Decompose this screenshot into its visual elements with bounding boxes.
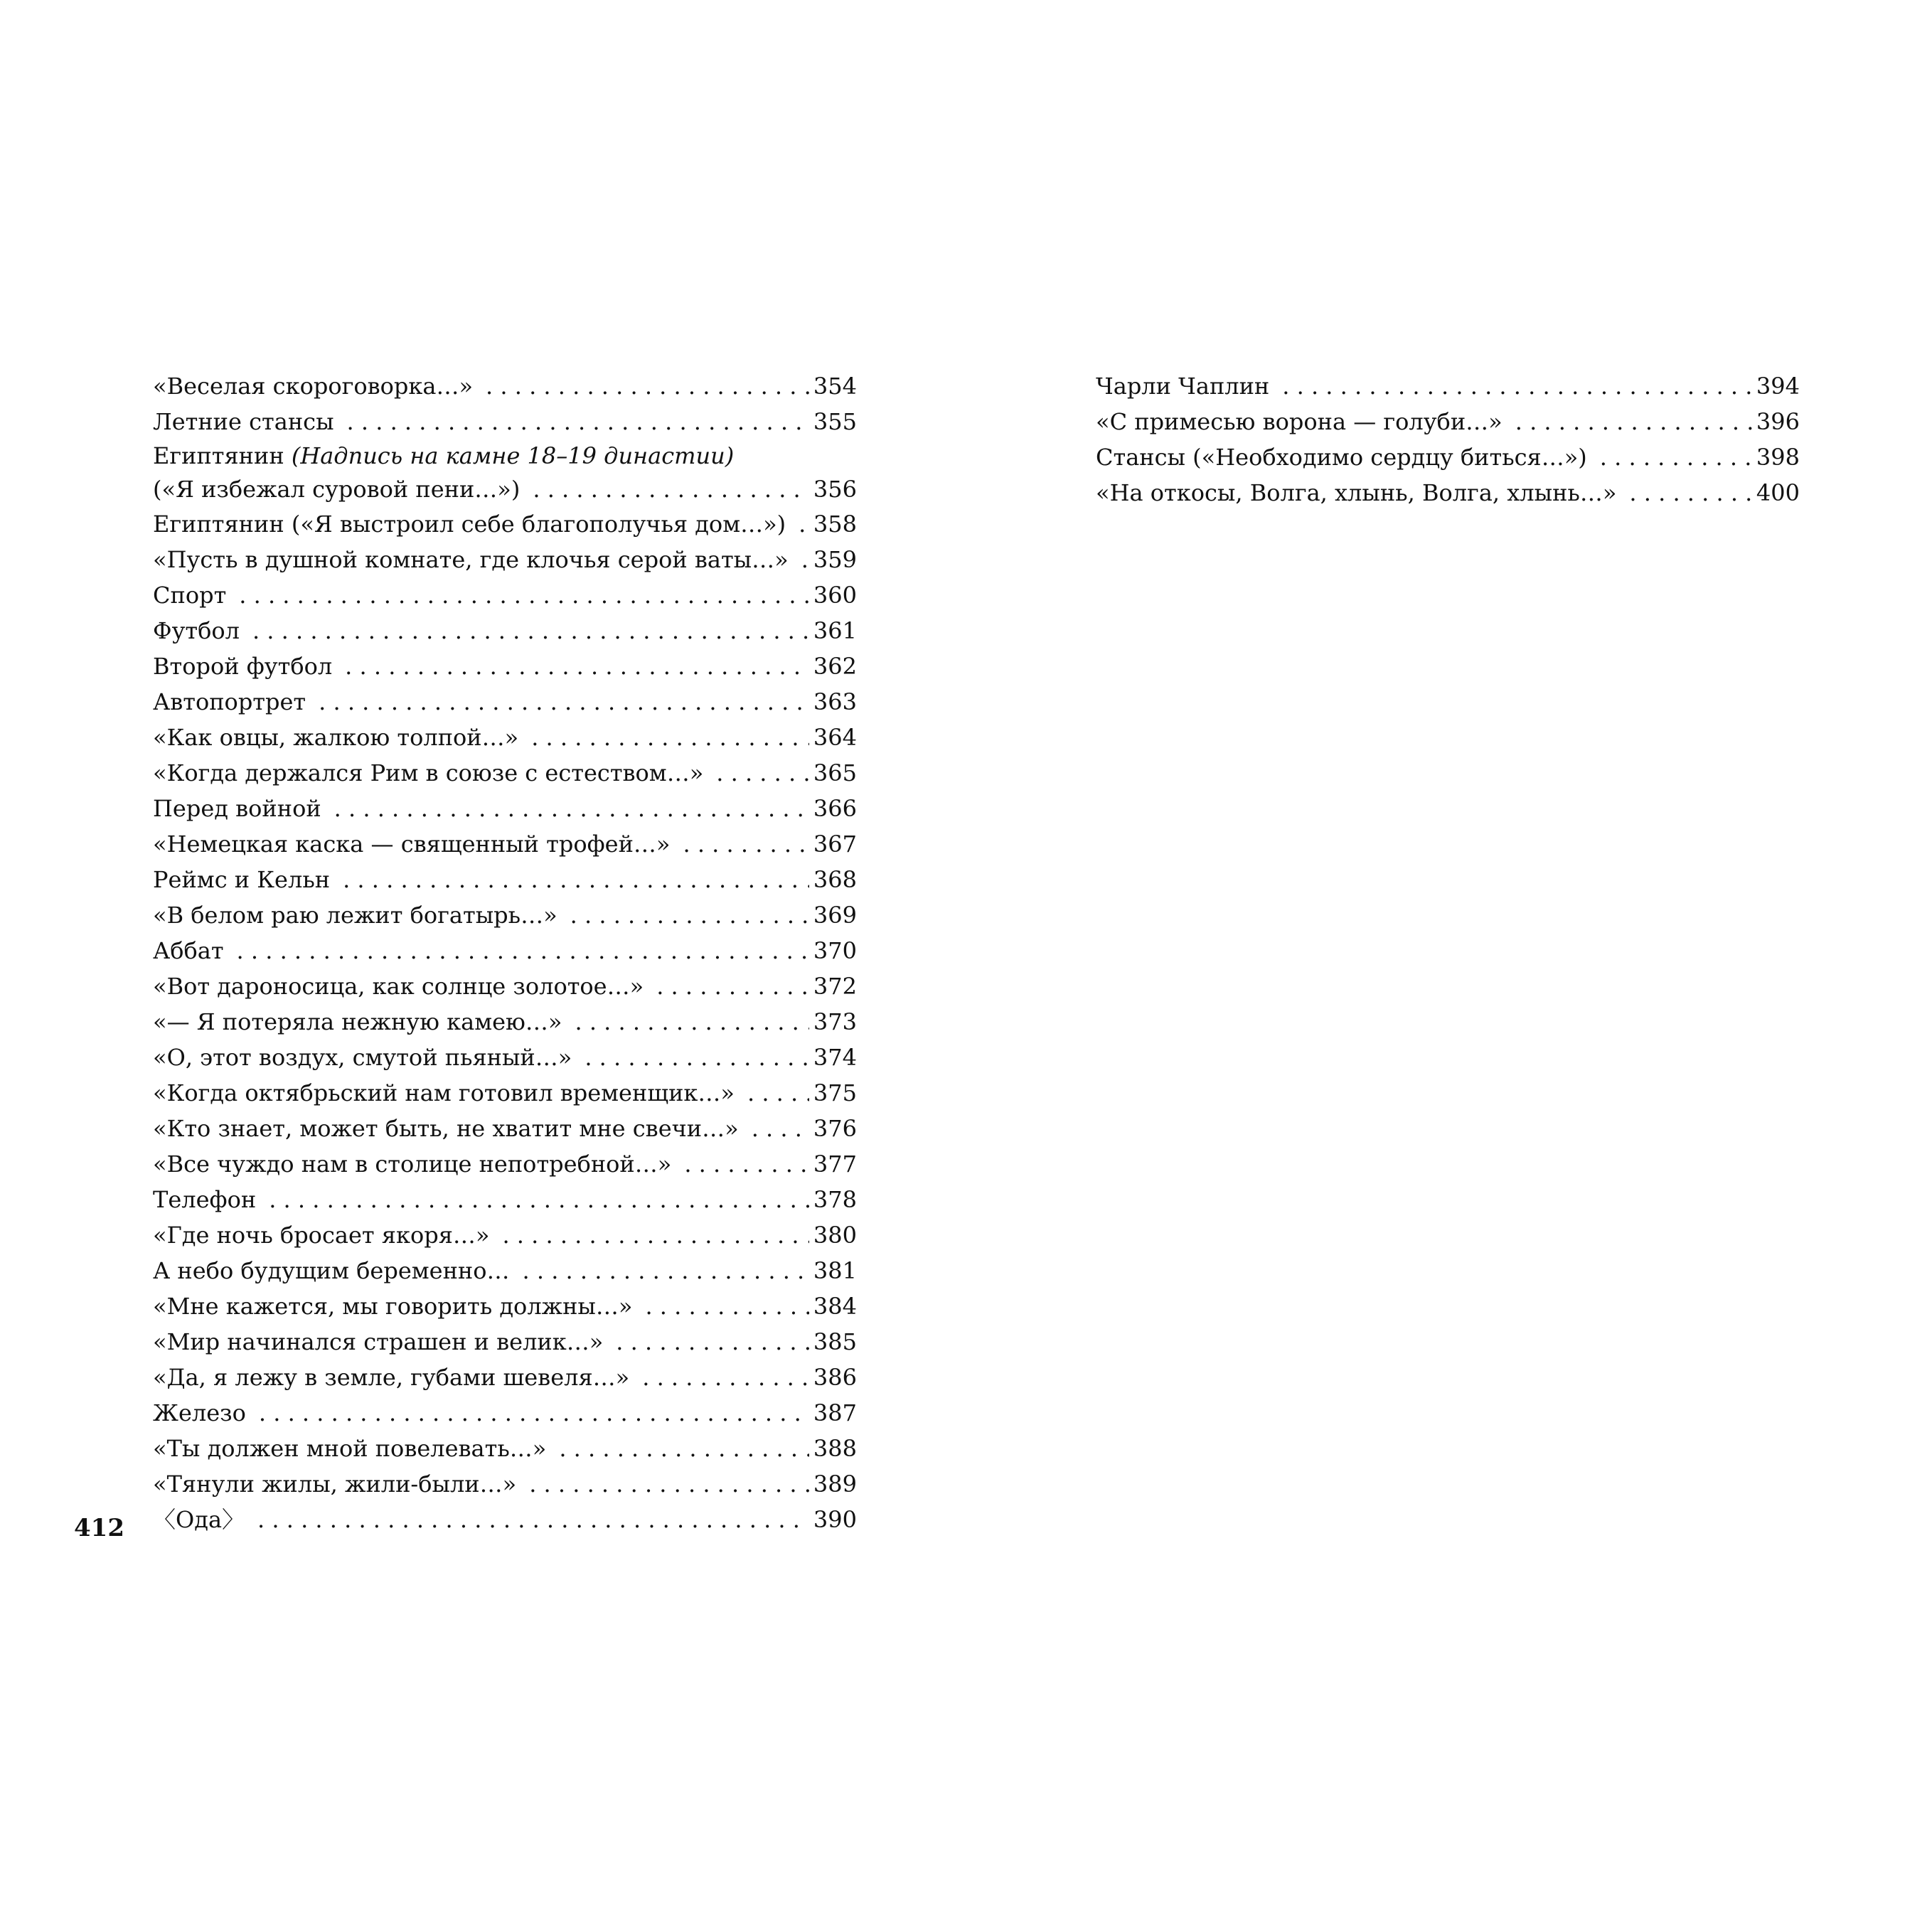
toc-entry <box>153 506 857 542</box>
toc-entry-page: 359 <box>813 546 857 573</box>
toc-entry-page: 365 <box>813 759 857 786</box>
toc-entry-first-line <box>153 439 857 473</box>
toc-entry <box>153 1431 857 1466</box>
toc-entry-title: «Пусть в душной комнате, где клочья серой ваты…» <box>153 546 789 573</box>
dot-leader <box>486 368 809 404</box>
toc-entry-page: 361 <box>813 617 857 644</box>
toc-entry-page: 385 <box>813 1328 857 1355</box>
toc-entry-page: 389 <box>813 1471 857 1498</box>
toc-entry-title: 〈Ода〉 <box>153 1506 245 1533</box>
dot-leader <box>559 1431 809 1466</box>
toc-right-column <box>1096 368 1800 511</box>
toc-entry <box>153 404 857 439</box>
toc-entry-page: 376 <box>813 1115 857 1142</box>
toc-entry <box>153 1466 857 1502</box>
dot-leader <box>752 1111 809 1146</box>
toc-entry-page: 386 <box>813 1364 857 1391</box>
toc-entry-page: 375 <box>813 1079 857 1106</box>
dot-leader <box>801 542 809 577</box>
toc-entry-title: Реймс и Кельн <box>153 866 331 893</box>
dot-leader <box>529 1466 809 1502</box>
toc-entry <box>1096 475 1800 511</box>
toc-entry-title: Чарли Чаплин <box>1096 373 1270 400</box>
toc-entry-title: «— Я потеряла нежную камею…» <box>153 1008 562 1035</box>
toc-entry-page: 356 <box>813 476 857 503</box>
toc-entry-page: 372 <box>813 973 857 1000</box>
toc-entry <box>153 1217 857 1253</box>
toc-entry-title: «Когда держался Рим в союзе с естеством…» <box>153 759 704 786</box>
toc-entry-title: Египтянин («Я выстроил себе благополучья дом…») <box>153 511 786 538</box>
toc-entry-page: 396 <box>1756 408 1800 435</box>
dot-leader <box>575 1004 808 1040</box>
toc-entry-page: 378 <box>813 1186 857 1213</box>
toc-entry-title: Перед войной <box>153 795 321 822</box>
toc-entry-title: «Веселая скороговорка…» <box>153 373 474 400</box>
toc-entry-title: «Тянули жилы, жили-были…» <box>153 1471 517 1498</box>
toc-entry <box>153 968 857 1004</box>
toc-entry-page: 358 <box>813 511 857 538</box>
toc-entry <box>153 1146 857 1182</box>
toc-entry-title: «Когда октябрьский нам готовил временщик…» <box>153 1079 735 1106</box>
toc-entry <box>153 897 857 933</box>
toc-entry-title: А небо будущим беременно… <box>153 1257 510 1284</box>
dot-leader <box>237 933 809 968</box>
toc-entry-page: 387 <box>813 1399 857 1426</box>
toc-entry <box>1096 368 1800 404</box>
toc-entry-page: 367 <box>813 831 857 858</box>
toc-entry-title: «Где ночь бросает якоря…» <box>153 1222 490 1249</box>
toc-entry-page: 373 <box>813 1008 857 1035</box>
toc-entry <box>153 1253 857 1288</box>
dot-leader <box>1515 404 1752 439</box>
toc-entry <box>153 542 857 577</box>
toc-entry-title: «С примесью ворона — голуби…» <box>1096 408 1503 435</box>
toc-entry-subtitle-italic: (Надпись на камне 18–19 династии) <box>291 442 735 469</box>
toc-entry-title: Футбол <box>153 617 240 644</box>
dot-leader <box>645 1288 808 1324</box>
toc-entry <box>153 1395 857 1431</box>
dot-leader <box>683 826 808 862</box>
toc-entry-title: «Как овцы, жалкою толпой…» <box>153 724 519 751</box>
toc-entry-page: 381 <box>813 1257 857 1284</box>
toc-entry <box>153 720 857 755</box>
toc-entry <box>153 755 857 791</box>
toc-entry <box>153 1288 857 1324</box>
toc-entry <box>1096 439 1800 475</box>
toc-entry-page: 388 <box>813 1435 857 1462</box>
dot-leader <box>343 862 809 897</box>
dot-leader <box>1282 368 1752 404</box>
toc-entry <box>153 684 857 720</box>
toc-entry-page: 394 <box>1756 373 1800 400</box>
toc-entry-page: 377 <box>813 1151 857 1178</box>
toc-entry-page: 355 <box>813 408 857 435</box>
page-number: 412 <box>74 1514 124 1542</box>
toc-entry <box>153 933 857 968</box>
toc-entry-page: 370 <box>813 937 857 964</box>
toc-entry-page: 368 <box>813 866 857 893</box>
toc-entry-title: «О, этот воздух, смутой пьяный…» <box>153 1044 572 1071</box>
toc-entry-title: Аббат <box>153 937 224 964</box>
toc-entry-title: «Да, я лежу в земле, губами шевеля…» <box>153 1364 630 1391</box>
toc-entry-page: 362 <box>813 653 857 680</box>
toc-entry-title: Второй футбол <box>153 653 333 680</box>
dot-leader <box>502 1217 808 1253</box>
toc-entry-page: 369 <box>813 902 857 929</box>
toc-entry-title: «Немецкая каска — священный трофей…» <box>153 831 671 858</box>
toc-entry-title: «Мир начинался страшен и велик…» <box>153 1328 604 1355</box>
toc-entry-title: Железо <box>153 1399 246 1426</box>
toc-entry-title: Стансы («Необходимо сердцу биться…») <box>1096 444 1587 471</box>
dot-leader <box>533 473 809 506</box>
dot-leader <box>656 968 809 1004</box>
dot-leader <box>334 791 809 826</box>
toc-entry <box>153 649 857 684</box>
toc-entry-second-line <box>153 473 857 506</box>
toc-entry-page: 354 <box>813 373 857 400</box>
toc-entry-page: 374 <box>813 1044 857 1071</box>
toc-entry-multiline <box>153 439 857 506</box>
dot-leader <box>799 506 809 542</box>
toc-entry-title: Автопортрет <box>153 688 306 715</box>
toc-entry <box>153 613 857 649</box>
dot-leader <box>716 755 809 791</box>
toc-entry-title: «Мне кажется, мы говорить должны…» <box>153 1293 633 1320</box>
toc-entry-title: Египтянин <box>153 442 292 469</box>
toc-entry-page: 360 <box>813 582 857 609</box>
toc-entry-page: 398 <box>1756 444 1800 471</box>
toc-entry-title-continuation: («Я избежал суровой пени…») <box>153 476 521 503</box>
dot-leader <box>523 1253 809 1288</box>
toc-entry <box>153 1324 857 1360</box>
dot-leader <box>347 404 809 439</box>
toc-entry-title: «Все чуждо нам в столице непотребной…» <box>153 1151 672 1178</box>
toc-entry-title: «Вот дароносица, как солнце золотое…» <box>153 973 644 1000</box>
toc-entry <box>153 1004 857 1040</box>
toc-entry-page: 384 <box>813 1293 857 1320</box>
toc-entry-title: «На откосы, Волга, хлынь, Волга, хлынь…» <box>1096 479 1617 506</box>
toc-entry <box>153 1182 857 1217</box>
dot-leader <box>257 1502 809 1537</box>
toc-entry-title: «Ты должен мной повелевать…» <box>153 1435 547 1462</box>
toc-entry-page: 363 <box>813 688 857 715</box>
toc-entry-page: 400 <box>1756 479 1800 506</box>
toc-entry-title: Летние стансы <box>153 408 334 435</box>
dot-leader <box>642 1360 809 1395</box>
dot-leader <box>570 897 809 933</box>
toc-entry <box>153 1360 857 1395</box>
toc-entry <box>153 791 857 826</box>
toc-entry <box>153 1075 857 1111</box>
toc-entry-page: 380 <box>813 1222 857 1249</box>
toc-entry-page: 366 <box>813 795 857 822</box>
dot-leader <box>747 1075 809 1111</box>
dot-leader <box>269 1182 809 1217</box>
dot-leader <box>1629 475 1752 511</box>
toc-left-column <box>153 368 857 1537</box>
dot-leader <box>259 1395 809 1431</box>
dot-leader <box>616 1324 809 1360</box>
toc-entry-page: 364 <box>813 724 857 751</box>
dot-leader <box>239 577 809 613</box>
dot-leader <box>531 720 809 755</box>
dot-leader <box>684 1146 809 1182</box>
toc-entry <box>153 826 857 862</box>
dot-leader <box>585 1040 809 1075</box>
dot-leader <box>345 649 809 684</box>
dot-leader <box>252 613 809 649</box>
dot-leader <box>1600 439 1752 475</box>
toc-entry-title: «В белом раю лежит богатырь…» <box>153 902 557 929</box>
toc-entry <box>153 577 857 613</box>
toc-entry <box>153 1040 857 1075</box>
toc-entry-title: «Кто знает, может быть, не хватит мне свечи…» <box>153 1115 739 1142</box>
toc-entry <box>153 368 857 404</box>
toc-entry-page: 390 <box>813 1506 857 1533</box>
toc-entry <box>153 1502 857 1537</box>
toc-entry <box>1096 404 1800 439</box>
dot-leader <box>319 684 809 720</box>
toc-entry <box>153 1111 857 1146</box>
toc-entry-title: Телефон <box>153 1186 257 1213</box>
toc-entry-title: Спорт <box>153 582 227 609</box>
toc-entry <box>153 862 857 897</box>
